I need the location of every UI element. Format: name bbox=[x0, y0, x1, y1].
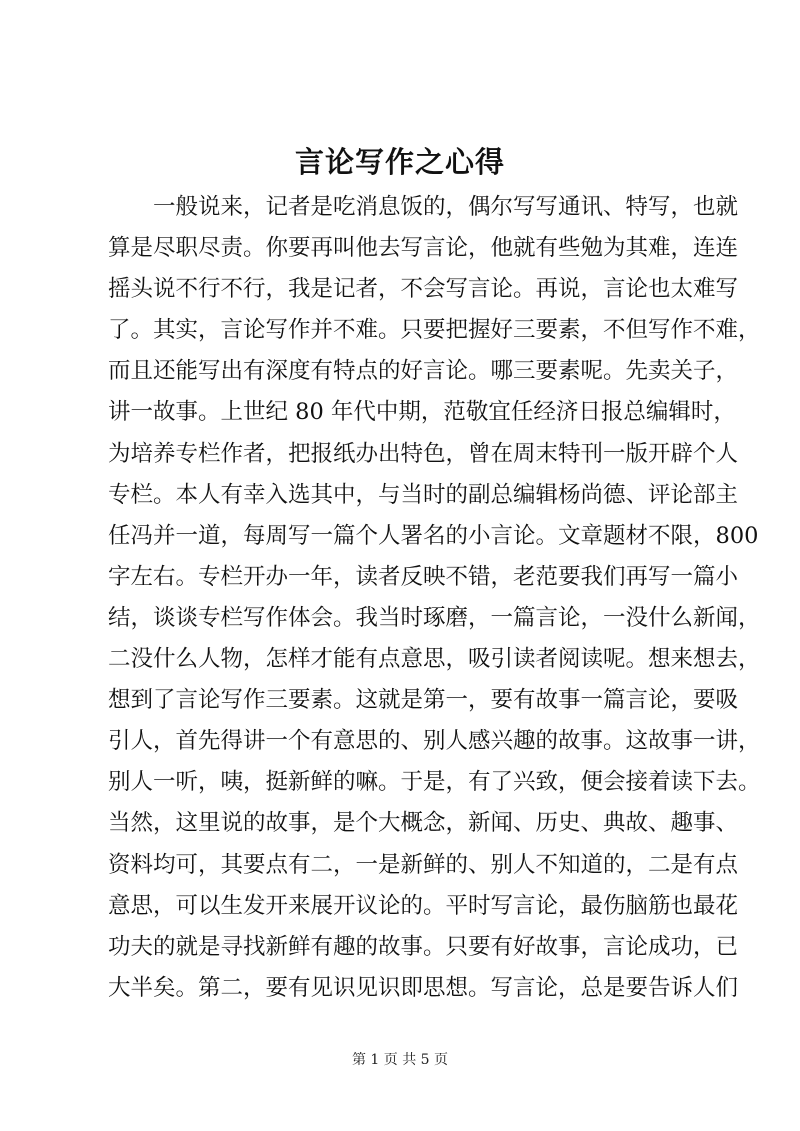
text-line: 任冯并一道，每周写一篇个人署名的小言论。文章题材不限，800 bbox=[108, 522, 759, 549]
text-line: 摇头说不行不行，我是记者，不会写言论。再说，言论也太难写 bbox=[108, 276, 739, 303]
text-line: 引人，首先得讲一个有意思的、别人感兴趣的故事。这故事一讲， bbox=[108, 728, 761, 755]
body-paragraph bbox=[108, 187, 761, 1009]
text-line: 二没什么人物，怎样才能有点意思，吸引读者阅读呢。想来想去， bbox=[108, 646, 761, 673]
page-title: 言论写作之心得 bbox=[294, 145, 505, 179]
text-line: 而且还能写出有深度有特点的好言论。哪三要素呢。先卖关子， bbox=[108, 358, 739, 385]
text-line: 功夫的就是寻找新鲜有趣的故事。只要有好故事，言论成功，已 bbox=[108, 933, 739, 960]
text-line: 想到了言论写作三要素。这就是第一，要有故事一篇言论，要吸 bbox=[108, 687, 739, 714]
text-line: 资料均可，其要点有二，一是新鲜的、别人不知道的，二是有点 bbox=[108, 851, 739, 878]
text-line: 当然，这里说的故事，是个大概念，新闻、历史、典故、趣事、 bbox=[108, 810, 739, 837]
page-number-footer: 第 1 页 共 5 页 bbox=[351, 1052, 449, 1068]
text-line: 结，谈谈专栏写作体会。我当时琢磨，一篇言论，一没什么新闻， bbox=[108, 604, 761, 631]
text-line: 算是尽职尽责。你要再叫他去写言论，他就有些勉为其难，连连 bbox=[108, 235, 739, 262]
text-line: 专栏。本人有幸入选其中，与当时的副总编辑杨尚德、评论部主 bbox=[108, 481, 739, 508]
text-line: 字左右。专栏开办一年，读者反映不错，老范要我们再写一篇小 bbox=[108, 563, 739, 590]
text-line: 意思，可以生发开来展开议论的。平时写言论，最伤脑筋也最花 bbox=[108, 892, 739, 919]
text-line: 了。其实，言论写作并不难。只要把握好三要素，不但写作不难， bbox=[108, 317, 761, 344]
text-line: 一般说来，记者是吃消息饭的，偶尔写写通讯、特写，也就 bbox=[108, 194, 739, 220]
text-line: 讲一故事。上世纪 80 年代中期，范敬宜任经济日报总编辑时， bbox=[108, 399, 736, 426]
text-line: 别人一听，咦，挺新鲜的嘛。于是，有了兴致，便会接着读下去。 bbox=[108, 769, 761, 796]
text-line: 大半矣。第二，要有见识见识即思想。写言论，总是要告诉人们 bbox=[108, 974, 739, 1001]
text-line: 为培养专栏作者，把报纸办出特色，曾在周末特刊一版开辟个人 bbox=[108, 440, 739, 467]
